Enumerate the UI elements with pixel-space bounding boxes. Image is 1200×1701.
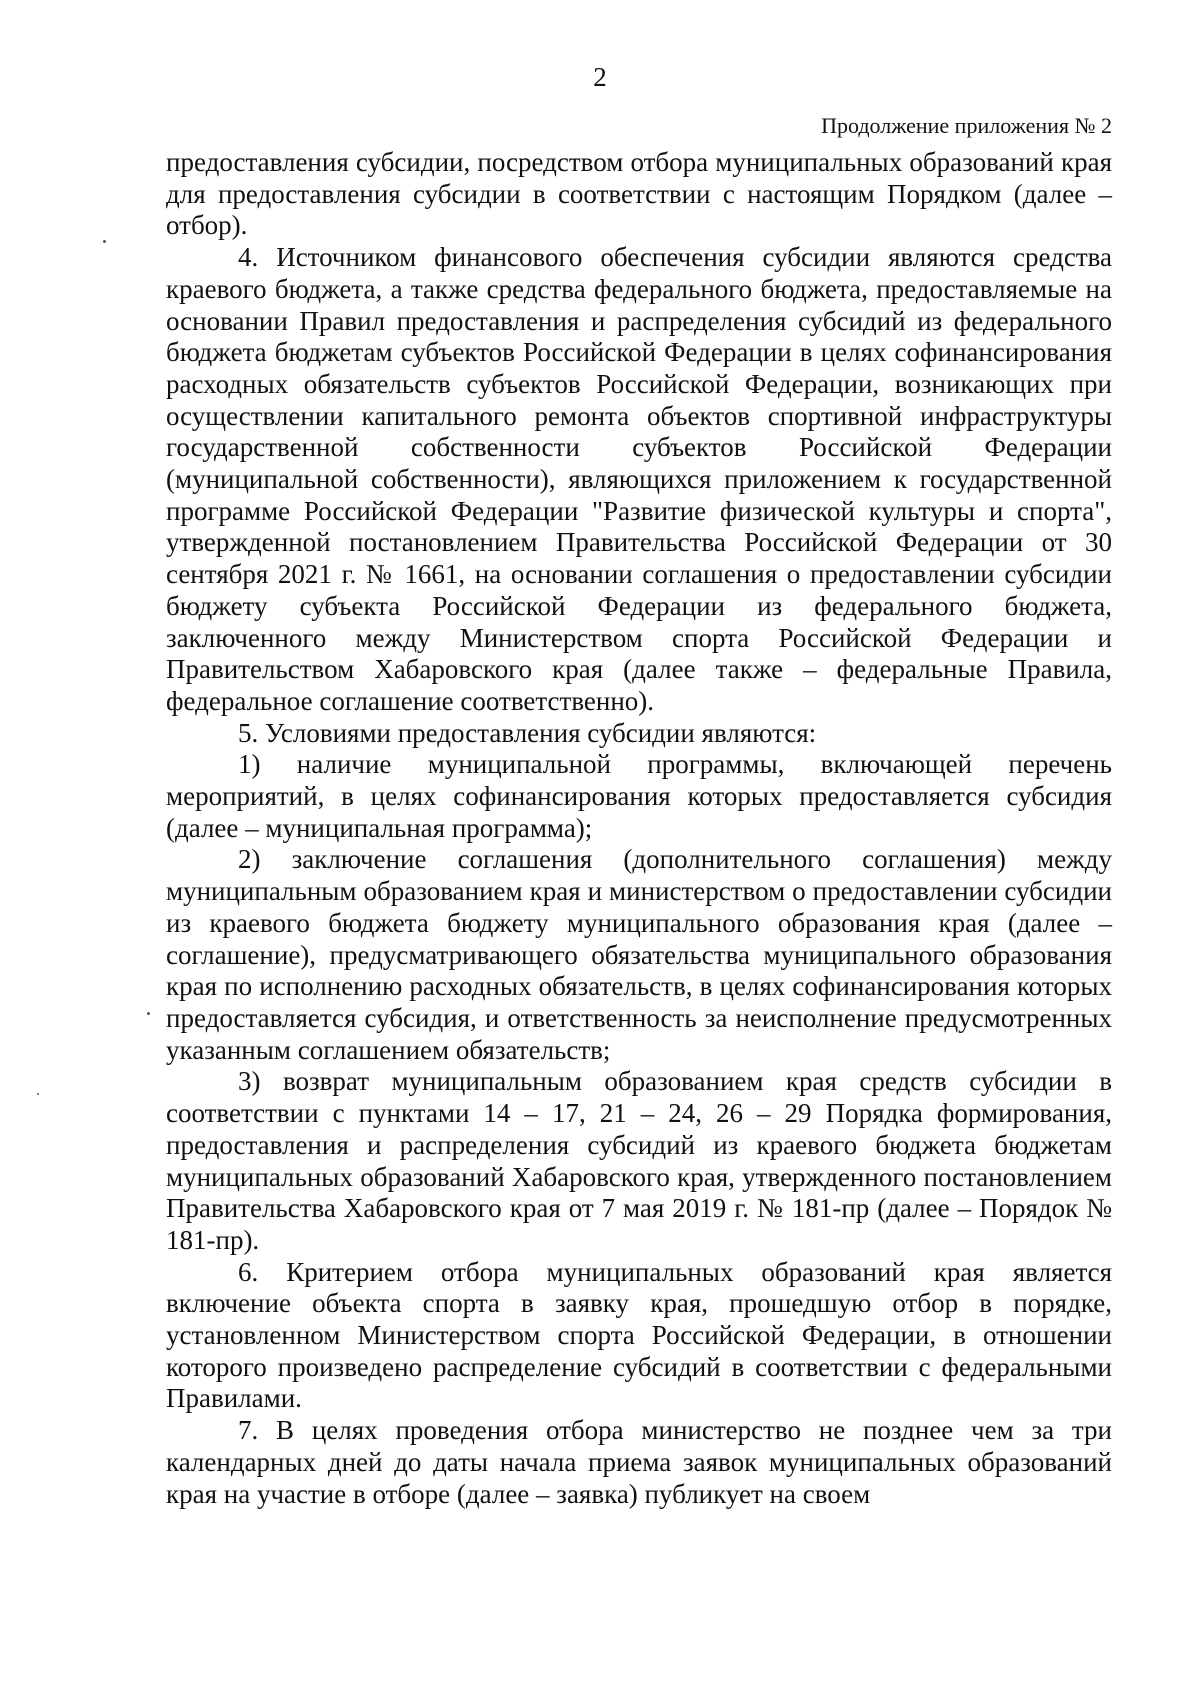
- paragraph-item-6: 6. Критерием отбора муниципальных образований края является включение объекта спорта в заявку края, прошедшую отбор в порядке, установленном Министерством спорта Российской Федерации, в отношении которого произведено распределение субсидий в соответствии с федеральными Правилами.: [166, 1256, 1112, 1414]
- paragraph-subitem-2: 2) заключение соглашения (дополнительного соглашения) между муниципальным образованием края и министерством о предоставлении субсидии из краевого бюджета бюджету муниципального образования края (далее – соглашение), предусматривающего обязательства муниципального образования края по исполнению расходных обязательств, в целях софинансирования которых предоставляется субсидия, и ответственность за неисполнение предусмотренных указанным соглашением обязательств;: [166, 844, 1112, 1065]
- paragraph-item-5: 5. Условиями предоставления субсидии являются:: [238, 717, 817, 748]
- page-number: 2: [593, 62, 607, 92]
- paragraph-item-7: 7. В целях проведения отбора министерство не позднее чем за три календарных дней до даты начала приема заявок муниципальных образований края на участие в отборе (далее – заявка) публикует на своем: [166, 1415, 1112, 1509]
- paragraph-continuation: предоставления субсидии, посредством отбора муниципальных образований края для предоставления субсидии в соответствии с настоящим Порядком (далее – отбор).: [166, 147, 1112, 241]
- document-body: [166, 147, 1112, 1510]
- appendix-continuation-note: Продолжение приложения № 2: [821, 113, 1112, 138]
- scan-speck: [37, 1093, 39, 1095]
- paragraph-item-4: 4. Источником финансового обеспечения субсидии являются средства краевого бюджета, а также средства федерального бюджета, предоставляемые на основании Правил предоставления и распределения субсидий из федерального бюджета бюджетам субъектов Российской Федерации в целях софинансирования расходных обязательств субъектов Российской Федерации, возникающих при осуществлении капитального ремонта объектов спортивной инфраструктуры государственной собственности субъектов Российской Федерации (муниципальной собственности), являющихся приложением к государственной программе Российской Федерации "Развитие физической культуры и спорта", утвержденной постановлением Правительства Российской Федерации от 30 сентября 2021 г. № 1661, на основании соглашения о предоставлении субсидии бюджету субъекта Российской Федерации из федерального бюджета, заключенного между Министерством спорта Российской Федерации и Правительством Хабаровского края (далее также – федеральные Правила, федеральное соглашение соответственно).: [166, 242, 1112, 716]
- scan-speck: [103, 240, 106, 243]
- scan-speck: [147, 1012, 150, 1015]
- paragraph-subitem-3: 3) возврат муниципальным образованием края средств субсидии в соответствии с пунктами 14 – 17, 21 – 24, 26 – 29 Порядка формирования, предоставления и распределения субсидий из краевого бюджета бюджетам муниципальных образований Хабаровского края, утвержденного постановлением Правительства Хабаровского края от 7 мая 2019 г. № 181-пр (далее – Порядок № 181-пр).: [166, 1066, 1112, 1255]
- paragraph-subitem-1: 1) наличие муниципальной программы, включающей перечень мероприятий, в целях софинансирования которых предоставляется субсидия (далее – муниципальная программа);: [166, 749, 1112, 843]
